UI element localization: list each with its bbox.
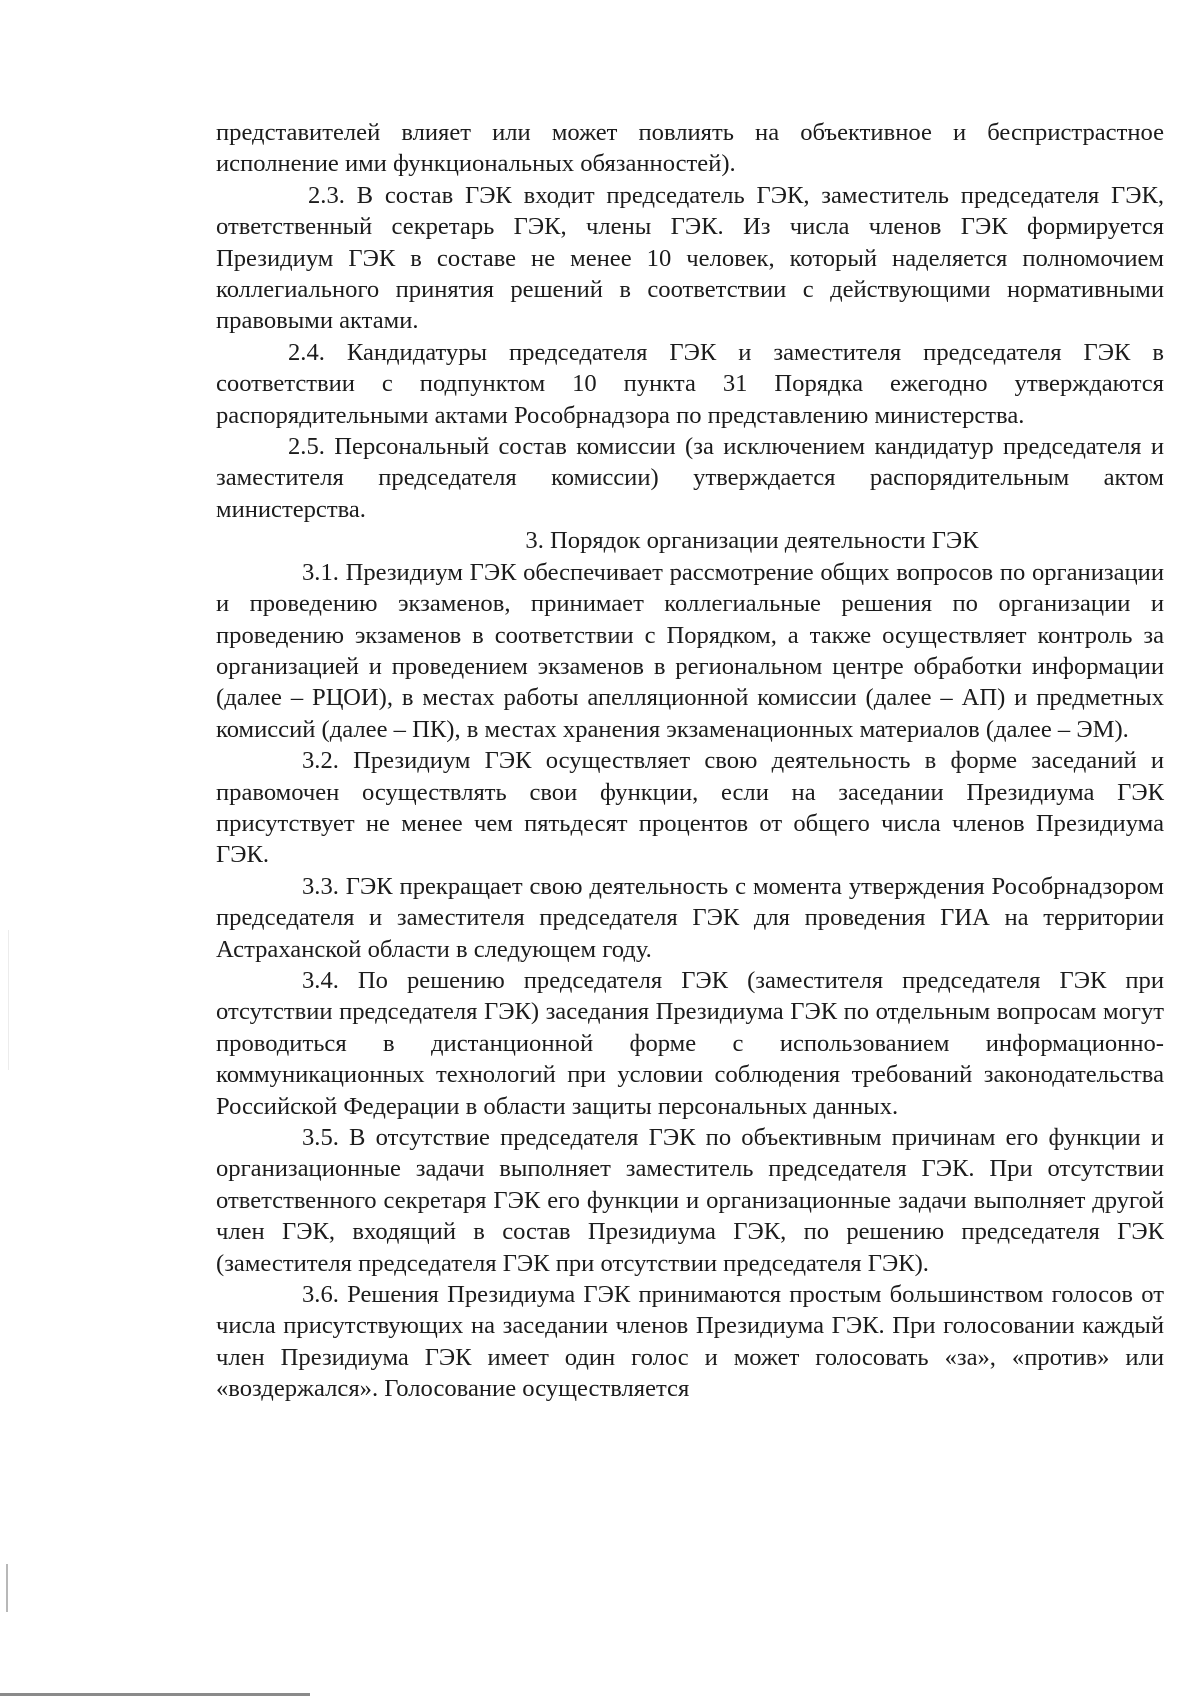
paragraph-continuation: представителей влияет или может повлиять на объективное и беспристрастное исполнение ими функциональных обязанностей). [216,119,1164,178]
scan-artifact-mark [6,1564,8,1612]
section-heading: 3. Порядок организации деятельности ГЭК [525,527,979,555]
paragraph-3-2: 3.2. Президиум ГЭК осуществляет свою деятельность в форме заседаний и правомочен осуществлять свои функции, если на заседании Президиума ГЭК присутствует не менее чем пятьдесят процентов от общего числа членов Президиума ГЭК. [216,747,1164,869]
paragraph-3-4: 3.4. По решению председателя ГЭК (заместителя председателя ГЭК при отсутствии председателя ГЭК) заседания Президиума ГЭК по отдельным вопросам могут проводиться в дистанционной форме с использованием информационно-коммуникационных технологий при условии соблюдения требований законодательства Российской Федерации в области защиты персональных данных. [216,966,1164,1120]
paragraph-2-3: 2.3. В состав ГЭК входит председатель ГЭК, заместитель председателя ГЭК, ответственный секретарь ГЭК, члены ГЭК. Из числа членов ГЭК формируется Президиум ГЭК в составе не менее 10 человек, который наделяется полномочием коллегиального принятия решений в соответствии с действующими нормативными правовыми актами. [216,181,1164,335]
paragraph-3-3: 3.3. ГЭК прекращает свою деятельность с момента утверждения Рособрнадзором председателя и заместителя председателя ГЭК для проведения ГИА на территории Астраханской области в следующем году. [216,872,1164,963]
paragraph-2-5: 2.5. Персональный состав комиссии (за исключением кандидатур председателя и заместителя председателя комиссии) утверждается распорядительным актом министерства. [216,433,1164,523]
scan-artifact-bottom-line [0,1693,310,1696]
scan-artifact-edge [8,930,9,1070]
paragraph-3-5: 3.5. В отсутствие председателя ГЭК по объективным причинам его функции и организационные задачи выполняет заместитель председателя ГЭК. При отсутствии ответственного секретаря ГЭК его функции и организационные задачи выполняет другой член ГЭК, входящий в состав Президиума ГЭК, по решению председателя ГЭК (заместителя председателя ГЭК при отсутствии председателя ГЭК). [216,1124,1164,1277]
paragraph-2-4: 2.4. Кандидатуры председателя ГЭК и заместителя председателя ГЭК в соответствии с подпунктом 10 пункта 31 Порядка ежегодно утверждаются распорядительными актами Рособрнадзора по представлению министерства. [216,338,1164,429]
paragraph-3-6: 3.6. Решения Президиума ГЭК принимаются простым большинством голосов от числа присутствующих на заседании членов Президиума ГЭК. При голосовании каждый член Президиума ГЭК имеет один голос и может голосовать «за», «против» или «воздержался». Голосование осуществляется [216,1281,1164,1403]
paragraph-3-1: 3.1. Президиум ГЭК обеспечивает рассмотрение общих вопросов по организации и проведению экзаменов, принимает коллегиальные решения по организации и проведению экзаменов в соответствии с Порядком, а также осуществляет контроль за организацией и проведением экзаменов в региональном центре обработки информации (далее – РЦОИ), в местах работы апелляционной комиссии (далее – АП) и предметных комиссий (далее – ПК), в местах хранения экзаменационных материалов (далее – ЭМ). [216,558,1164,743]
document-body [216,117,1164,1405]
